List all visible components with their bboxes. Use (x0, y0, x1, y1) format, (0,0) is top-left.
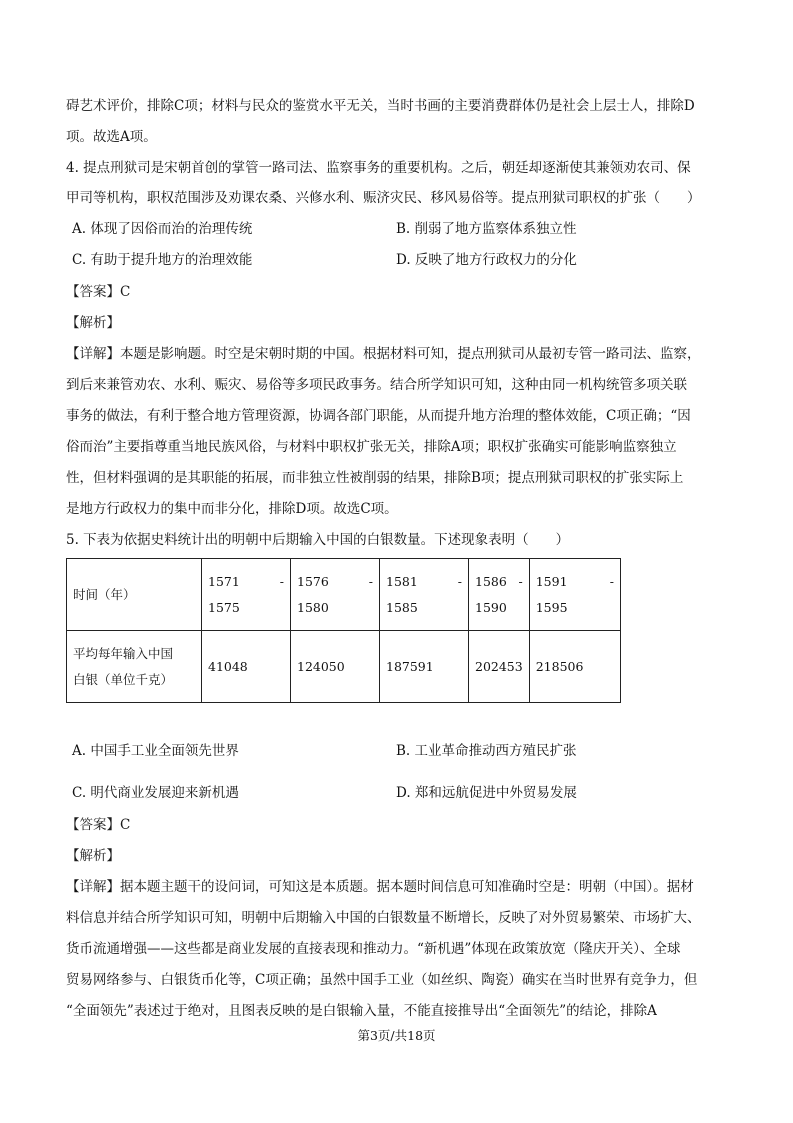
q4-option-a: A. 体现了因俗而治的治理传统 (72, 221, 253, 237)
period-start: 1581 (386, 573, 418, 589)
table-cell-period (380, 559, 469, 631)
q5-analysis-label: 【解析】 (66, 848, 120, 864)
table-cell-period (529, 559, 620, 631)
table-cell-value: 218506 (529, 631, 620, 703)
q5-option-a: A. 中国手工业全面领先世界 (72, 743, 239, 759)
q5-detail-line: 【详解】据本题主题干的设问词，可知这是本质题。据本题时间信息可知准确时空是：明朝（中国）。据材 (66, 879, 694, 895)
q4-detail-line: 性，但材料强调的是其职能的拓展，而非独立性被削弱的结果，排除B项；提点刑狱司职权的扩张实际上 (66, 470, 684, 486)
q4-analysis-label: 【解析】 (66, 315, 120, 331)
period-end: 1590 (475, 599, 507, 615)
row-header-line: 白银（单位千克） (73, 671, 174, 687)
table-row-header-period: 时间（年） (67, 559, 202, 631)
table-cell-period (469, 559, 530, 631)
q5-detail-line: “全面领先”表述过于绝对，且图表反映的是白银输入量，不能直接推导出“全面领先”的结论，排除A (66, 1003, 657, 1019)
q5-detail-line: 贸易网络参与、白银货币化等，C项正确；虽然中国手工业（如丝织、陶瓷）确实在当时世界有竞争力，但 (66, 972, 698, 988)
q5-stem: 5. 下表为依据史料统计出的明朝中后期输入中国的白银数量。下述现象表明（ ） (66, 532, 570, 548)
table-cell-value: 187591 (380, 631, 469, 703)
intro-line-2: 项。故选A项。 (66, 129, 157, 145)
period-dash: - (609, 573, 614, 589)
period-start: 1591 (535, 573, 568, 589)
q5-option-c: C. 明代商业发展迎来新机遇 (72, 785, 239, 801)
table-cell-period (202, 559, 291, 631)
q5-option-b: B. 工业革命推动西方殖民扩张 (396, 743, 577, 759)
period-start: 1576 (297, 573, 329, 589)
q5-option-d: D. 郑和远航促进中外贸易发展 (396, 785, 577, 801)
period-dash: - (279, 573, 284, 589)
table-cell-period (291, 559, 380, 631)
q4-option-c: C. 有助于提升地方的治理效能 (72, 252, 253, 268)
q5-detail-line: 货币流通增强——这些都是商业发展的直接表现和推动力。“新机遇”体现在政策放宽（隆庆开关）、全球 (66, 941, 681, 957)
period-start: 1571 (208, 573, 240, 589)
table-cell-value: 41048 (202, 631, 291, 703)
table-row (67, 559, 621, 631)
q4-stem-line-1: 4. 提点刑狱司是宋朝首创的掌管一路司法、监察事务的重要机构。之后，朝廷却逐渐使其兼领劝农司、保 (66, 160, 691, 176)
period-end: 1585 (386, 599, 418, 615)
period-dash: - (518, 573, 523, 589)
q4-option-d: D. 反映了地方行政权力的分化 (396, 252, 577, 268)
q4-detail-line: 是地方行政权力的集中而非分化，排除D项。故选C项。 (66, 501, 398, 517)
period-start: 1586 (475, 573, 507, 589)
q4-answer: 【答案】C (66, 284, 131, 300)
period-end: 1595 (535, 599, 568, 615)
table-cell-value: 202453 (469, 631, 530, 703)
page-number-footer: 第3页/共18页 (357, 1028, 436, 1043)
q4-detail-line: 【详解】本题是影响题。时空是宋朝时期的中国。根据材料可知，提点刑狱司从最初专管一路司法、监察， (66, 346, 701, 362)
period-dash: - (368, 573, 373, 589)
q4-detail-line: 到后来兼管劝农、水利、赈灾、易俗等多项民政事务。结合所学知识可知，这种由同一机构统管多项关联 (66, 377, 687, 393)
period-end: 1575 (208, 599, 240, 615)
intro-line-1: 碍艺术评价，排除C项；材料与民众的鉴赏水平无关，当时书画的主要消费群体仍是社会上层士人，排除D (66, 98, 695, 114)
table-row-header-silver (67, 631, 202, 703)
table-row (67, 631, 621, 703)
silver-import-table (66, 558, 621, 703)
q5-detail-line: 料信息并结合所学知识可知，明朝中后期输入中国的白银数量不断增长，反映了对外贸易繁荣、市场扩大、 (66, 910, 701, 926)
q5-answer: 【答案】C (66, 817, 131, 833)
row-header-line: 平均每年输入中国 (73, 645, 174, 661)
q4-stem-line-2: 甲司等机构，职权范围涉及劝课农桑、兴修水利、赈济灾民、移风易俗等。提点刑狱司职权的扩张（ ） (66, 190, 701, 206)
q4-detail-line: 俗而治”主要指尊重当地民族风俗，与材料中职权扩张无关，排除A项；职权扩张确实可能影响监察独立 (66, 439, 677, 455)
q4-option-b: B. 削弱了地方监察体系独立性 (396, 221, 577, 237)
period-end: 1580 (297, 599, 329, 615)
period-dash: - (457, 573, 462, 589)
q4-detail-line: 事务的做法，有利于整合地方管理资源，协调各部门职能，从而提升地方治理的整体效能，C项正确；“因 (66, 408, 691, 424)
table-cell-value: 124050 (291, 631, 380, 703)
